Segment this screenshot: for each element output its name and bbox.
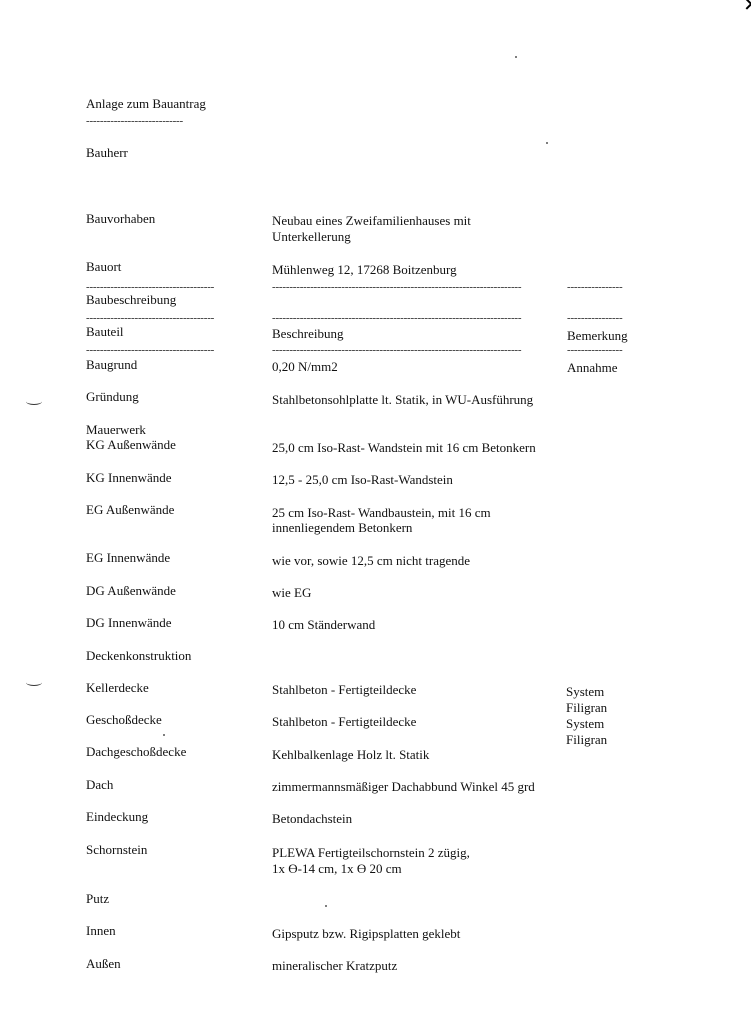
header-beschreibung: Beschreibung	[272, 326, 344, 341]
dach-label: Dach	[86, 777, 114, 792]
divider-col3: ----------------	[567, 345, 623, 355]
kg-aussenwaende-value: 25,0 cm Iso-Rast- Wandstein mit 16 cm Betonkern	[272, 440, 536, 455]
scan-speck	[325, 905, 327, 907]
dachgeschossdecke-value: Kehlbalkenlage Holz lt. Statik	[272, 747, 430, 762]
scan-punch-mark	[26, 679, 42, 686]
deckenkonstruktion-label: Deckenkonstruktion	[86, 648, 192, 663]
innen-value: Gipsputz bzw. Rigipsplatten geklebt	[272, 926, 461, 941]
scan-punch-mark	[26, 398, 42, 405]
geschossdecke-note-line1: System	[566, 716, 605, 731]
scan-speck	[163, 734, 165, 736]
baubeschreibung-label: Baubeschreibung	[86, 292, 177, 307]
kellerdecke-value: Stahlbeton - Fertigteildecke	[272, 682, 417, 697]
scan-corner-mark	[741, 0, 751, 10]
dg-aussenwaende-value: wie EG	[272, 585, 312, 600]
divider-col2: ------------------------------------------------------------------------	[272, 345, 522, 355]
bauherr-label: Bauherr	[86, 145, 128, 160]
geschossdecke-value: Stahlbeton - Fertigteildecke	[272, 714, 417, 729]
schornstein-value-line1: PLEWA Fertigteilschornstein 2 zügig,	[272, 845, 470, 860]
schornstein-label: Schornstein	[86, 842, 148, 857]
mauerwerk-label: Mauerwerk	[86, 422, 146, 437]
scan-speck	[515, 56, 517, 58]
heading-underline: ----------------------------	[86, 116, 183, 126]
dach-value: zimmermannsmäßiger Dachabbund Winkel 45 grd	[272, 779, 535, 794]
dg-innenwaende-value: 10 cm Ständerwand	[272, 617, 376, 632]
baugrund-note: Annahme	[567, 360, 618, 375]
eg-aussenwaende-value-line2: innenliegendem Betonkern	[272, 520, 413, 535]
gruendung-label: Gründung	[86, 389, 139, 404]
aussen-label: Außen	[86, 956, 121, 971]
eindeckung-label: Eindeckung	[86, 809, 149, 824]
kg-innenwaende-value: 12,5 - 25,0 cm Iso-Rast-Wandstein	[272, 472, 453, 487]
eg-aussenwaende-value-line1: 25 cm Iso-Rast- Wandbaustein, mit 16 cm	[272, 505, 491, 520]
eg-innenwaende-label: EG Innenwände	[86, 550, 171, 565]
document-heading: Anlage zum Bauantrag	[86, 96, 206, 111]
kg-aussenwaende-label: KG Außenwände	[86, 437, 176, 452]
geschossdecke-label: Geschoßdecke	[86, 712, 162, 727]
eg-innenwaende-value: wie vor, sowie 12,5 cm nicht tragende	[272, 553, 471, 568]
baugrund-value: 0,20 N/mm2	[272, 359, 338, 374]
dachgeschossdecke-label: Dachgeschoßdecke	[86, 744, 187, 759]
header-bauteil: Bauteil	[86, 324, 124, 339]
divider-col3: ----------------	[567, 282, 623, 292]
eg-aussenwaende-label: EG Außenwände	[86, 502, 175, 517]
kellerdecke-label: Kellerdecke	[86, 680, 149, 695]
bauort-value: Mühlenweg 12, 17268 Boitzenburg	[272, 262, 457, 277]
baugrund-label: Baugrund	[86, 357, 138, 372]
scan-speck	[546, 142, 548, 144]
geschossdecke-note-line2: Filigran	[566, 732, 608, 747]
bauvorhaben-value-line2: Unterkellerung	[272, 229, 351, 244]
gruendung-value: Stahlbetonsohlplatte lt. Statik, in WU-Ausführung	[272, 392, 534, 407]
eindeckung-value: Betondachstein	[272, 811, 353, 826]
schornstein-value-line2: 1x ϴ-14 cm, 1x ϴ 20 cm	[272, 861, 402, 876]
dg-aussenwaende-label: DG Außenwände	[86, 583, 176, 598]
dg-innenwaende-label: DG Innenwände	[86, 615, 172, 630]
kg-innenwaende-label: KG Innenwände	[86, 470, 172, 485]
divider-col1: -------------------------------------	[86, 282, 215, 292]
innen-label: Innen	[86, 923, 116, 938]
divider-col1: -------------------------------------	[86, 345, 215, 355]
divider-col2: ------------------------------------------------------------------------	[272, 282, 522, 292]
kellerdecke-note-line2: Filigran	[566, 700, 608, 715]
divider-col3: ----------------	[567, 313, 623, 323]
bauvorhaben-label: Bauvorhaben	[86, 211, 156, 226]
putz-label: Putz	[86, 891, 110, 906]
bauort-label: Bauort	[86, 259, 122, 274]
divider-col1: -------------------------------------	[86, 313, 215, 323]
header-bemerkung: Bemerkung	[567, 328, 628, 343]
aussen-value: mineralischer Kratzputz	[272, 958, 398, 973]
bauvorhaben-value-line1: Neubau eines Zweifamilienhauses mit	[272, 213, 471, 228]
divider-col2: ------------------------------------------------------------------------	[272, 313, 522, 323]
kellerdecke-note-line1: System	[566, 684, 605, 699]
